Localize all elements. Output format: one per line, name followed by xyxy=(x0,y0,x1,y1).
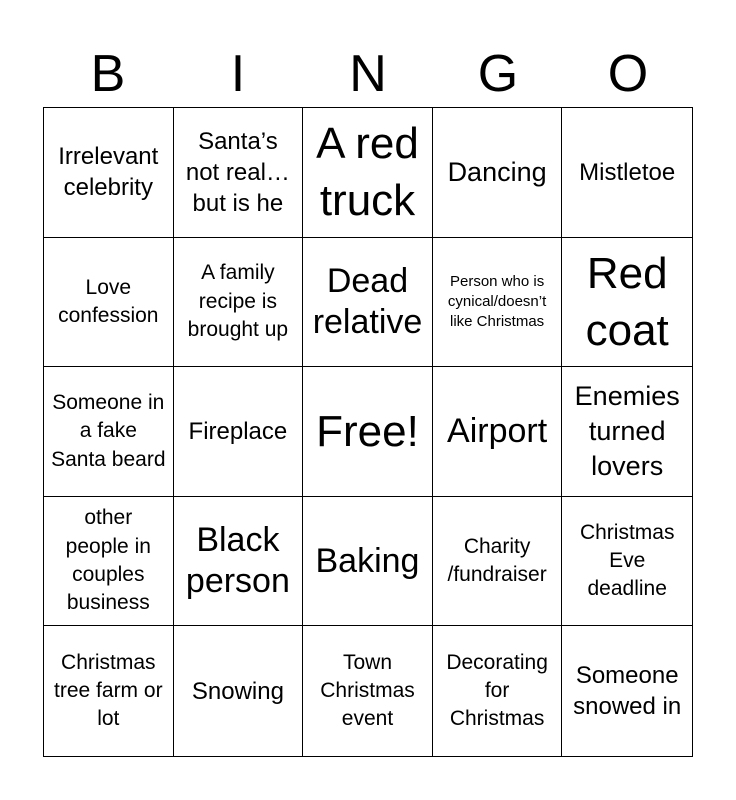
cell-text: Someone in a fake Santa beard xyxy=(51,390,166,471)
header-letter-b: B xyxy=(90,45,126,103)
cell-text: Love confession xyxy=(58,275,159,327)
cell-text: Christmas tree farm or lot xyxy=(54,650,163,731)
bingo-cell[interactable] xyxy=(303,497,433,627)
cell-text: Town Christmas event xyxy=(320,650,415,731)
bingo-cell[interactable] xyxy=(174,108,304,238)
bingo-cell[interactable] xyxy=(562,626,692,756)
bingo-cell[interactable] xyxy=(44,626,174,756)
cell-text: Christmas Eve deadline xyxy=(579,520,675,601)
bingo-cell[interactable] xyxy=(174,238,304,368)
cell-text: Snowing xyxy=(191,677,284,705)
header-letter-o: O xyxy=(607,45,649,103)
bingo-cell[interactable] xyxy=(433,367,563,497)
bingo-cell[interactable] xyxy=(174,367,304,497)
bingo-board xyxy=(43,107,693,757)
bingo-cell[interactable] xyxy=(433,238,563,368)
cell-text: Santa’s not real… but is he xyxy=(185,127,290,217)
cell-text: Charity /fundraiser xyxy=(447,534,547,587)
header-letter-g: G xyxy=(477,45,519,103)
cell-text: Airport xyxy=(447,412,548,451)
header-letter-i: I xyxy=(230,45,246,103)
bingo-cell[interactable] xyxy=(44,497,174,627)
bingo-header xyxy=(43,40,693,108)
cell-text: Black person xyxy=(185,521,290,601)
cell-text: Dancing xyxy=(447,156,547,187)
cell-text: Free! xyxy=(316,406,419,456)
bingo-cell[interactable] xyxy=(44,108,174,238)
bingo-cell[interactable] xyxy=(562,108,692,238)
bingo-cell[interactable] xyxy=(44,238,174,368)
bingo-cell[interactable] xyxy=(562,367,692,497)
bingo-cell[interactable] xyxy=(44,367,174,497)
bingo-cell[interactable] xyxy=(433,626,563,756)
bingo-cell[interactable] xyxy=(303,238,433,368)
bingo-cell[interactable] xyxy=(562,238,692,368)
cell-text: A family recipe is brought up xyxy=(187,261,289,342)
cell-text: A red truck xyxy=(316,119,419,226)
bingo-cell[interactable] xyxy=(303,108,433,238)
cell-text: Mistletoe xyxy=(579,158,676,186)
bingo-cell[interactable] xyxy=(303,626,433,756)
bingo-cell[interactable] xyxy=(562,497,692,627)
cell-text: Enemies turned lovers xyxy=(574,380,680,482)
bingo-cell[interactable] xyxy=(174,626,304,756)
cell-text: Person who is cynical/doesn’t like Christmas xyxy=(447,272,547,331)
bingo-cell[interactable] xyxy=(433,108,563,238)
bingo-cell[interactable] xyxy=(303,367,433,497)
cell-text: Irrelevant celebrity xyxy=(58,143,159,202)
bingo-cell[interactable] xyxy=(433,497,563,627)
header-letter-n: N xyxy=(349,45,387,103)
cell-text: Red coat xyxy=(585,248,669,355)
cell-text: Baking xyxy=(315,541,420,580)
bingo-cell[interactable] xyxy=(174,497,304,627)
cell-text: other people in couples business xyxy=(65,506,151,615)
cell-text: Someone snowed in xyxy=(573,662,682,721)
cell-text: Dead relative xyxy=(312,262,423,341)
cell-text: Fireplace xyxy=(188,417,288,445)
cell-text: Decorating for Christmas xyxy=(446,650,548,731)
